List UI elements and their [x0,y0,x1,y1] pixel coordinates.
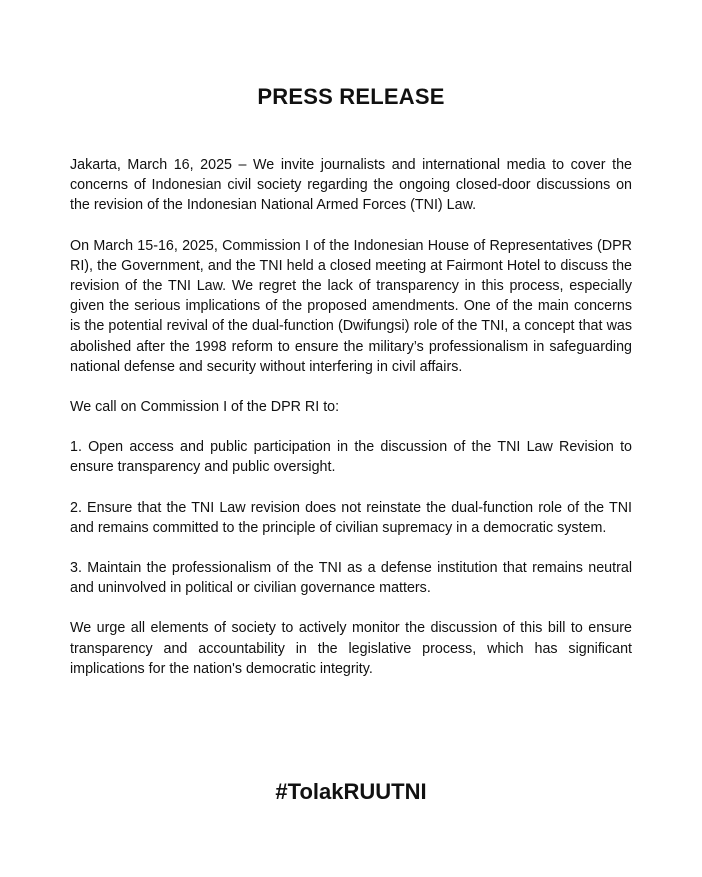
call-paragraph: We call on Commission I of the DPR RI to: [70,399,340,416]
demand-item-2: 2. Ensure that the TNI Law revision does not reinstate the dual-function role of the TNI and remains committed to the principle of civilian supremacy in a democratic system. [70,499,632,536]
page-title: PRESS RELEASE [257,84,445,109]
document-body [70,155,632,699]
meeting-paragraph: On March 15-16, 2025, Commission I of the Indonesian House of Representatives (DPR RI), the Government, and the TNI held a closed meeting at Fairmont Hotel to discuss the revision of the TNI Law. We regret the lack of transparency in this process, especially given the serious implications of the proposed amendments. One of the main concerns is the potential revival of the dual-function (Dwifungsi) role of the TNI, a concept that was abolished after the 1998 reform to ensure the military’s professionalism in safeguarding national defense and security without interfering in civil affairs. [70,237,632,375]
demand-item-3: 3. Maintain the professionalism of the TNI as a defense institution that remains neutral and uninvolved in political or civilian governance matters. [70,560,632,597]
demand-item-1: 1. Open access and public participation in the discussion of the TNI Law Revision to ensure transparency and public oversight. [70,439,632,476]
closing-paragraph: We urge all elements of society to actively monitor the discussion of this bill to ensure transparency and accountability in the legislative process, which has significant implications for the nation's democratic integrity. [70,620,632,677]
intro-paragraph: Jakarta, March 16, 2025 – We invite journalists and international media to cover the concerns of Indonesian civil society regarding the ongoing closed-door discussions on the revision of the Indonesian National Armed Forces (TNI) Law. [70,157,632,214]
hashtag: #TolakRUUTNI [275,779,427,804]
